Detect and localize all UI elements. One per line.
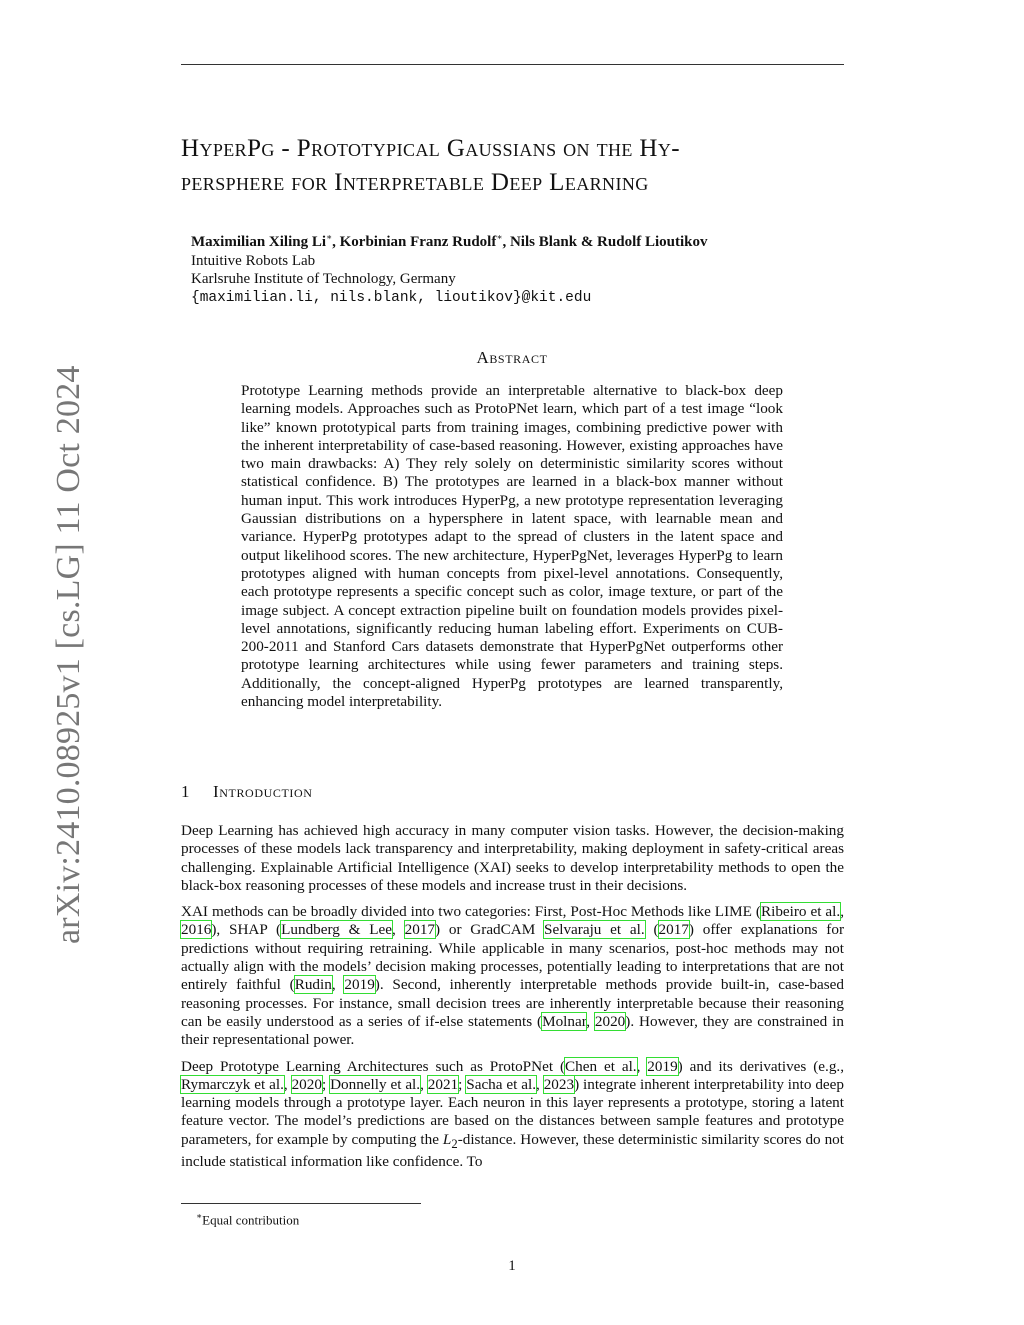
author-name-1: Maximilian Xiling Li: [191, 234, 327, 250]
citation-link-chen[interactable]: Chen et al.: [565, 1057, 637, 1075]
citation-link-lundberg-year[interactable]: 2017: [404, 921, 436, 939]
author-names-rest: , Nils Blank & Rudolf Lioutikov: [502, 234, 708, 250]
citation-link-ribeiro-year[interactable]: 2016: [181, 921, 212, 939]
paragraph-text: ,: [536, 1075, 544, 1093]
citation-link-sacha[interactable]: Sacha et al.: [466, 1075, 537, 1093]
section-heading-introduction: [181, 782, 313, 802]
paragraph-text: ,: [392, 921, 405, 939]
paragraph-text: ). Second, inherently interpretable methods provide built-in, case-based reasoning processes. For instance, small decision trees are inherently interpretable because their reasoning can be easily understood as a series of if-else statements (: [181, 976, 844, 1030]
citation-link-chen-year[interactable]: 2019: [647, 1057, 678, 1075]
paragraph-text: XAI methods can be broadly divided into two categories: First, Post-Hoc Methods like LIME (: [181, 903, 761, 921]
paper-title: [181, 132, 844, 200]
citation-link-selvaraju-year[interactable]: 2017: [658, 921, 689, 939]
arxiv-identifier: arXiv:2410.08925v1 [cs.LG] 11 Oct 2024: [50, 365, 87, 944]
citation-link-rymarczyk-year[interactable]: 2020: [291, 1075, 322, 1093]
citation-link-molnar[interactable]: Molnar: [542, 1012, 587, 1030]
paragraph-text: ). However, they are constrained in their representational power.: [181, 1012, 844, 1049]
citation-link-lundberg[interactable]: Lundberg & Lee: [281, 921, 393, 939]
footnote: [196, 1208, 299, 1228]
footnote-mark: ∗: [196, 1211, 203, 1221]
citation-link-rymarczyk[interactable]: Rymarczyk et al.: [181, 1075, 284, 1093]
author-names: [191, 228, 811, 252]
intro-paragraph-3: [181, 1058, 844, 1172]
paragraph-text: ) or GradCAM: [435, 921, 545, 939]
author-institution: Karlsruhe Institute of Technology, Germany: [191, 271, 456, 287]
section-title: Introduction: [213, 782, 313, 801]
math-subscript: 2: [451, 1136, 458, 1151]
paragraph-text: (: [644, 921, 659, 939]
paragraph-text: ,: [840, 903, 844, 921]
citation-link-rudin-year[interactable]: 2019: [344, 976, 375, 994]
introduction-body: [181, 822, 844, 1179]
paragraph-text: ,: [586, 1012, 595, 1030]
paragraph-text: ;: [321, 1075, 331, 1093]
citation-link-rudin[interactable]: Rudin: [294, 976, 332, 994]
math-symbol: L: [442, 1130, 452, 1148]
paragraph-text: ;: [458, 1075, 467, 1093]
author-block: [191, 228, 811, 307]
page-number: 1: [508, 1258, 516, 1274]
equal-contribution-mark-2: ∗: [496, 232, 503, 242]
paragraph-text: Deep Prototype Learning Architectures such as ProtoPNet (: [181, 1057, 566, 1075]
author-name-2: , Korbinian Franz Rudolf: [332, 234, 497, 250]
citation-link-donnelly-year[interactable]: 2021: [427, 1075, 459, 1093]
paragraph-text: ), SHAP (: [211, 921, 282, 939]
citation-link-molnar-year[interactable]: 2020: [594, 1012, 626, 1030]
paragraph-text: ,: [283, 1075, 292, 1093]
title-line-2: persphere for Interpretable Deep Learning: [181, 169, 649, 196]
top-rule: [181, 64, 844, 65]
abstract-heading: Abstract: [476, 348, 548, 367]
footnote-text: Equal contribution: [202, 1212, 300, 1228]
citation-link-ribeiro[interactable]: Ribeiro et al.: [760, 903, 841, 921]
title-line-1: HyperPg - Prototypical Gaussians on the Hy-: [181, 135, 681, 162]
citation-link-selvaraju[interactable]: Selvaraju et al.: [544, 921, 645, 939]
paragraph-text: ) offer explanations for predictions without requiring retraining. While applicable in many scenarios, post-hoc methods may not actually align with the models’ decision making processes, potentially leading to interpretations that are not entirely faithful (: [181, 921, 845, 994]
intro-paragraph-1: Deep Learning has achieved high accuracy in many computer vision tasks. However, the decision-making processes of these models lack transparency and interpretability, making deployment in safety-critical areas challenging. Explainable Artificial Intelligence (XAI) seeks to develop interpretability methods to open the black-box reasoning processes of these models and increase trust in their decisions.: [181, 822, 844, 894]
abstract-text: Prototype Learning methods provide an interpretable alternative to black-box deep learning models. Approaches such as ProtoPNet learn, which part of a test image “look like” known prototypical parts from training images, combining predictive power with the inherent interpretability of case-based reasoning. However, existing approaches have two main drawbacks: A) They rely solely on deterministic similarity scores without statistical confidence. B) The prototypes are learned in a black-box manner without human input. This work introduces HyperPg, a new prototype representation leveraging Gaussian distributions on a hypersphere in latent space, with learnable mean and variance. HyperPg prototypes adapt to the spread of clusters in the latent space and output likelihood scores. The new architecture, HyperPgNet, leverages HyperPg to learn prototypes aligned with human concepts from pixel-level annotations. Consequently, each prototype represents a specific concept such as color, image texture, or part of the image subject. A concept extraction pipeline built on foundation models provides pixel-level annotations, significantly reducing human labeling effort. Experiments on CUB-200-2011 and Stanford Cars datasets demonstrate that HyperPgNet outperforms other prototype learning architectures while using fewer parameters and training steps. Additionally, the concept-aligned HyperPg prototypes are learned transparently, enhancing model interpretability.: [241, 382, 783, 711]
paragraph-text: ,: [331, 976, 345, 994]
author-email: {maximilian.li, nils.blank, lioutikov}@kit.edu: [191, 289, 592, 306]
author-lab: Intuitive Robots Lab: [191, 252, 316, 269]
citation-link-donnelly[interactable]: Donnelly et al.: [330, 1075, 421, 1093]
paragraph-text: ,: [636, 1057, 648, 1075]
section-number: 1: [181, 782, 191, 801]
paragraph-text: ) integrate inherent interpretability into deep learning models through a prototype layer. Each neuron in this layer represents a prototype, storing a latent feature vector. The model’s predictions are based on the distances between sample features and prototype parameters, for example by computing the: [181, 1075, 844, 1148]
citation-link-sacha-year[interactable]: 2023: [543, 1075, 575, 1093]
equal-contribution-mark-1: ∗: [326, 232, 333, 242]
paragraph-text: ) and its derivatives (e.g.,: [677, 1057, 845, 1075]
intro-paragraph-2: [181, 903, 844, 1049]
footnote-rule: [181, 1203, 421, 1204]
paragraph-text: ,: [420, 1075, 428, 1093]
paragraph-text: -distance. However, these deterministic similarity scores do not include statistical information like confidence. To: [181, 1130, 844, 1171]
